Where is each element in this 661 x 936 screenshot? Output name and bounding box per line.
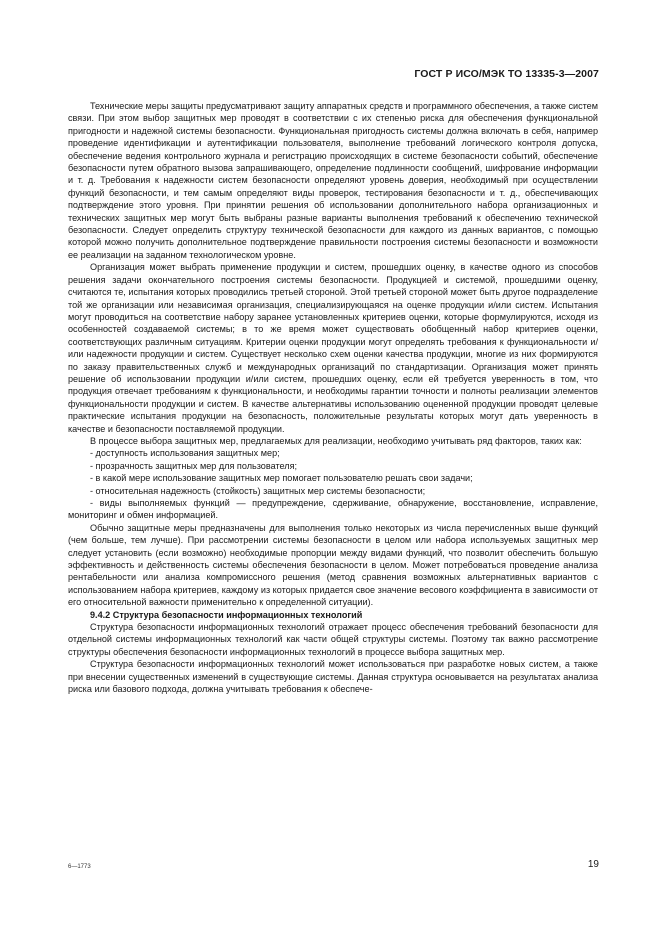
section-heading: 9.4.2 Структура безопасности информационных технологий [90,609,363,620]
print-order-code: 6—1773 [68,864,91,870]
paragraph: Технические меры защиты предусматривают защиту аппаратных средств и программного обеспечения, а также систем связи. При этом выбор защитных мер проводят в соответствии с их степенью риска для обеспечения функциональной пригодности и надежной системы безопасности. Функциональная пригодность системы должна включать в себя, например проведение идентификации и аутентификации пользователя, выполнение требований логического контроля допуска, обеспечение ведения контрольного журнала и регистрацию происходящих в системе безопасности событий, обеспечение безопасности путем обратного вызова запрашивающего, определение подлинности сообщений, шифрование информации и т. д. Требования к надежности систем безопасности определяют уровень доверия, необходимый при осуществлении функций безопасности, и тем самым определяют виды проверок, тестирования безопасности и т. д., обеспечивающих подтверждение этого уровня. При принятии решения об использовании дополнительного набора организационных и технических защитных мер могут быть выбраны разные варианты выполнения требований к обеспечению технической безопасности. Следует определить структуру технической безопасности для каждого из данных вариантов, с помощью которой можно получить дополнительное подтверждение правильности построения системы безопасности и возможности ее реализации на заданном технологическом уровне. [68,101,598,260]
paragraph: В процессе выбора защитных мер, предлагаемых для реализации, необходимо учитывать ряд факторов, таких как: [90,435,582,446]
list-item: - виды выполняемых функций — предупреждение, сдерживание, обнаружение, восстановление, исправление, мониторинг и обмен информацией. [68,498,598,521]
page-number: 19 [587,859,599,870]
factors-list [68,447,598,521]
document-body [68,100,598,696]
paragraph: Структура безопасности информационных технологий может использоваться при разработке новых систем, а также при внесении существенных изменений в существующие системы. Данная структура основывается на результатах анализа риска или базового подхода, должна учитывать требования к обеспече- [68,659,598,695]
paragraph: Обычно защитные меры предназначены для выполнения только некоторых из числа перечисленных выше функций (чем больше, тем лучше). При рассмотрении системы безопасности в целом или набора используемых защитных мер следует установить (если возможно) необходимые пропорции между видами функций, что позволит обеспечить большую эффективность и действенность системы обеспечения безопасности в целом. Может потребоваться проведение анализа рентабельности или анализа компромиссного решения (метод сравнения возможных альтернативных вариантов с использованием набора критериев, каждому из которых придается свое значение весового коэффициента в зависимости от его относительной важности применительно к определенной ситуации). [68,522,598,608]
list-item: - относительная надежность (стойкость) защитных мер системы безопасности; [90,485,426,496]
paragraph: Структура безопасности информационных технологий отражает процесс обеспечения требований безопасности для отдельной системы информационных технологий как части общей структуры системы. Поэтому так важно рассмотрение структуры обеспечения безопасности информационных технологий в процессе выбора защитных мер. [68,622,598,657]
paragraph: Организация может выбрать применение продукции и систем, прошедших оценку, в качестве одного из способов решения задачи окончательного построения системы безопасности. Продукцией и системой, прошедшими оценку, считаются те, испытания которых проводились третьей стороной. Этой третьей стороной может быть другое подразделение той же организации или независимая организация, специализирующаяся на оценке продукции и/или систем. Испытания могут проводиться на соответствие набору заранее установленных критериев оценки, которые формулируются, исходя из особенностей создаваемой системы; в то же время может существовать обобщенный набор критериев оценки, соответствующих различным ситуациям. Критерии оценки продукции могут определять требования к функциональности и/или надежности продукции и систем. Существует несколько схем оценки качества продукции, многие из них формируются по заказу правительственных служб и международных организаций по стандартизации. Организация может принять решение об использовании продукции и/или систем, прошедших оценку, если ей требуется уверенность в том, что продукция отвечает требованиям к функциональности, и необходимы гарантии точности и полноты реализации элементов функциональности продукции и систем. В качестве альтернативы использованию оцененной продукции проводят целевые практические испытания продукции на безопасность, положительные результаты которых могут дать уверенность в качестве и безопасности поставляемой продукции. [68,262,598,434]
list-item: - доступность использования защитных мер; [90,448,280,459]
list-item: - прозрачность защитных мер для пользователя; [90,460,298,471]
list-item: - в какой мере использование защитных мер помогает пользователю решать свои задачи; [90,473,473,484]
standard-designation: ГОСТ Р ИСО/МЭК ТО 13335-3—2007 [414,68,599,80]
